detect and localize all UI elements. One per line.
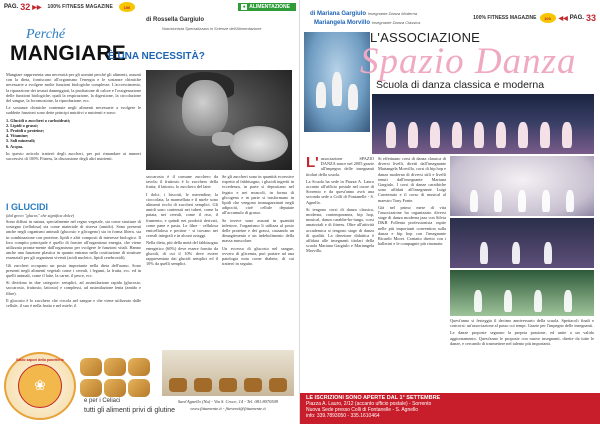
list-item: 5. Sali minerali; bbox=[6, 138, 36, 144]
headline-rest: È UNA NECESSITÀ? bbox=[108, 51, 205, 62]
article-paragraph: Se invece sono assunti in quantità inferiore, l'organismo li utilizza al posto delle proteine e dei grassi, causando un dimagrimento e un indebolimento della massa muscolare. bbox=[222, 217, 294, 244]
page-title: Spazio Danza bbox=[360, 41, 577, 82]
dancer-shape bbox=[408, 122, 418, 148]
left-page-number bbox=[0, 2, 41, 12]
article-column-3 bbox=[450, 318, 594, 348]
dancer-shape bbox=[518, 190, 526, 212]
celiac-line-2: tutti gli alimenti privi di glutine bbox=[84, 407, 176, 414]
glucidi-column bbox=[6, 219, 141, 310]
author-1-role: Insegnante Danza Moderna bbox=[367, 11, 418, 16]
intro-paragraph: Le sostanze chimiche contenute negli alimenti necessarie a svolgere le suddette funzioni sono dette principi nutritivi o nutrienti e sono: bbox=[6, 105, 141, 116]
celiac-line-1: e per i Celiaci bbox=[84, 398, 121, 404]
drop-cap: L' bbox=[306, 154, 319, 171]
page-label: PAG. bbox=[569, 15, 584, 21]
dancer-shape bbox=[474, 290, 482, 312]
byline-role: Nutrizionista Specializzata in Scienze dell'Alimentazione bbox=[162, 26, 262, 31]
shop-item-shape bbox=[169, 378, 187, 392]
left-page-header bbox=[0, 0, 300, 14]
glucidi-subtitle: (dal greco "glucos" che significa dolce) bbox=[6, 213, 75, 218]
right-page bbox=[300, 0, 600, 424]
magazine-logo-icon: 100 bbox=[119, 2, 135, 12]
article-paragraph: saccarosio è il comune zucchero da tavola; il fruttosio è lo zucchero della frutta; il lattosio, lo zucchero del latte. bbox=[146, 174, 218, 190]
article-paragraph bbox=[306, 156, 374, 177]
author-1 bbox=[310, 11, 417, 17]
dancer-shape bbox=[534, 290, 542, 312]
nutrients-list bbox=[6, 118, 141, 149]
article-paragraph: Quest'anno si festeggia il decimo anniversario della scuola. Spettacoli finali e concorsi: un'associazione al passo coi tempi. Grazie per l'impegno delle insegnanti. bbox=[450, 318, 594, 329]
dancer-shape bbox=[496, 122, 506, 148]
intro-paragraph: Mangiare rappresenta una necessità per gli uomini perché gli alimenti, assunti con la dieta, forniscono all'organismo l'energia e le sostanze chimiche necessarie a svolgere molte funzioni biologiche complesse. L'accrescimento, la riparazione dei tessuti danneggiati, la produzione di calore e l'ossigenazione delle funzioni biologiche, quali la respirazione, la digestione, la circolazione del sangue, la locomozione, la riproduzione, ecc. bbox=[6, 72, 141, 104]
article-paragraph: I dolci, i biscotti, le merendine, la cioccolata, la marmellata e il miele sono alimenti ricchi di zuccheri semplici. Gli amidi sono contenuti nei tuberi, come la patata, nei cereali, come il riso, il frumento, e quindi nei prodotti derivati, come pane e pasta. Le fibre - cellulosa emicellulosa e pectine - si trovano nei cereali integrali e in alcuni ortaggi. bbox=[146, 191, 218, 239]
arrow-icon: ◀◀ bbox=[558, 15, 568, 22]
child-eating-photo bbox=[146, 70, 292, 170]
page-subtitle: Scuola di danza classica e moderna bbox=[376, 79, 545, 91]
seal-text: Saldo sapori della panetteria bbox=[16, 358, 64, 362]
dancer-shape bbox=[518, 122, 528, 148]
bread-shape bbox=[104, 358, 126, 376]
dance-photo-b bbox=[450, 218, 594, 268]
dancer-shape bbox=[474, 122, 484, 148]
article-column-2 bbox=[146, 174, 218, 268]
dancer-shape bbox=[544, 242, 552, 264]
bread-products-image bbox=[80, 358, 150, 398]
dancer-shape bbox=[562, 122, 572, 148]
magazine-name: 100% FITNESS MAGAZINE bbox=[47, 4, 113, 10]
byline: di Rossella Gargiulo bbox=[146, 17, 205, 23]
apple-icon: ● bbox=[242, 4, 246, 10]
photo-plate-shape bbox=[230, 126, 288, 162]
dancer-shape bbox=[480, 242, 488, 264]
banner-address: Piazza A. Lauro, 2/12 (accanto ufficio postale) - Sorrento bbox=[306, 401, 432, 407]
author-2 bbox=[314, 20, 420, 26]
dance-photo-a bbox=[450, 156, 594, 216]
shop-photo bbox=[162, 350, 294, 396]
glucidi-paragraph: Si dividono in due categorie: semplici, ad assimilazione rapida (glucosio, saccarosio, fruttosio, lattosio) e complessi, ad assimilazione lenta (amido e fibre). bbox=[6, 280, 141, 296]
dance-performance-photo bbox=[372, 94, 594, 154]
bread-shape bbox=[128, 358, 150, 376]
bread-shape bbox=[80, 379, 102, 397]
right-page-header bbox=[473, 13, 596, 23]
photo-hand-shape bbox=[212, 132, 234, 146]
dancer-shape bbox=[542, 190, 550, 212]
wheat-icon: ❀ bbox=[18, 364, 62, 408]
dancer-shape bbox=[348, 84, 358, 110]
glucidi-paragraph: Sono diffusi in natura, specialmente nel regno vegetale, sia come strutture di sostegno (cellulosa) sia come materiale di riserva (amido). Sono presenti anche negli organismi animali (glucosio e glicogeno) sia in forma libera, sia in combinazione con proteine, lipidi e altri composti di interesse biologico. Il loro compito principale è quello di fornire all'organismo energia, che viene utilizzata pronta-mente dall'organismo per svolgere le funzioni vitali. Hanno anche una funzione plastica in quanto entrano nella costituzione di strutture essenziali per gli organismi viventi (acidi nucleici, lipidi cerebrosidi). bbox=[6, 219, 141, 261]
dancer-shape bbox=[386, 122, 396, 148]
list-item: 6. Acqua. bbox=[6, 143, 24, 149]
banner-contacts: info: 339.7893050 - 335.1610464 bbox=[306, 413, 380, 419]
glucidi-paragraph: Gli zuccheri occupano un posto importante nella dieta dell'uomo. Sono presenti negli alimenti vegetali come i cereali, i legumi, la frutta, ecc. ed in quelli animali, come il latte, la carne, il pesce, ecc. bbox=[6, 262, 141, 279]
intro-column bbox=[6, 72, 141, 163]
magazine-logo-icon: 100 bbox=[540, 13, 556, 23]
headline: MANGIARE bbox=[10, 42, 126, 65]
dancer-shape bbox=[470, 190, 478, 212]
banner-headline: LE ISCRIZIONI SONO APERTE DAL 1° SETTEMBRE bbox=[306, 395, 441, 401]
list-item: 3. Protidi o proteine; bbox=[6, 128, 45, 134]
article-column-3 bbox=[222, 174, 294, 268]
shop-ad bbox=[162, 350, 294, 416]
article-paragraph: Già nel primo mese di vita l'associazione ha organizzato diversi stage di danza moderna jazz con Silvia D&B Follenta professionista ospite nelle più importanti convention sulla danza e hip hop con l'insegnante Ricardo Moret. Contatto diretto con i ballerini e le compagnie più rinomate. bbox=[378, 204, 446, 247]
glucidi-paragraph: Il glucosio è lo zucchero che circola nel sangue e che viene utilizzato dalle cellule, il suo è nella frutta e nel miele; il bbox=[6, 297, 141, 309]
article-paragraph: Si effettuano corsi di danza classica di diversi livelli, diretti dall'insegnante Mariangela Morvillo, corsi di hip hop e danza moderna di diversi stili e livelli tenuti dall'insegnante Mariana Gargiulo. I corsi di danze caraibiche sono affidati all'insegnante Luigi Carotenuto e il corso di musical al maestro Tony Fonte. bbox=[378, 156, 446, 203]
bread-shape bbox=[128, 379, 150, 397]
page-label: PAG. bbox=[4, 4, 19, 10]
dancer-shape bbox=[512, 242, 520, 264]
author-2-name: Mariangela Morvillo bbox=[314, 20, 371, 26]
dancer-shape bbox=[316, 82, 326, 108]
enrollment-banner bbox=[300, 393, 600, 424]
dancer-shape bbox=[564, 290, 572, 312]
right-page-number bbox=[559, 13, 596, 23]
article-text: associazione SPAZIO DANZA nasce nel 2005 grazie all'impegno delle insegnanti titolari della scuola. bbox=[306, 156, 374, 177]
article-paragraph: Le danze proposte seguono la propria passione, ed unite a un valido aggiornamento. Quest'anno le proposte con nuove insegnanti, dirette da tutte le danze, e cercando di trasmettere nel talento più importanti. bbox=[450, 330, 594, 346]
dance-photo-c bbox=[450, 270, 594, 316]
bakery-seal-logo bbox=[4, 352, 76, 420]
dancer-shape bbox=[332, 72, 342, 106]
arrow-icon: ▶▶ bbox=[32, 4, 42, 11]
intro-end-paragraph: In questo articolo tratterò degli zuccheri, per poi rimandare ai numeri successivi di 100% Fitness, la discussione degli altri nutrienti. bbox=[6, 150, 141, 162]
banner-second-site: Nuova Sede presso Colli di Fontanelle - S. Agnello bbox=[306, 407, 419, 413]
association-label: L'ASSOCIAZIONE bbox=[370, 30, 481, 45]
list-item: 4. Vitamine; bbox=[6, 133, 29, 139]
shop-website: www.fittamente.it - fiteventi@fittamente.it bbox=[190, 406, 266, 411]
author-2-role: Insegnante Danza Classica bbox=[371, 20, 421, 25]
page-num: 33 bbox=[585, 13, 596, 23]
dancer-shape bbox=[452, 122, 462, 148]
bread-shape bbox=[104, 379, 126, 397]
shop-address: Sant'Agnello (Na) - Via S. Croce, 14 - Tel. 081.8070509 bbox=[177, 399, 279, 404]
dancer-shape bbox=[494, 190, 502, 212]
dancer-shape bbox=[566, 190, 574, 212]
dancer-shape bbox=[504, 290, 512, 312]
shop-item-shape bbox=[269, 378, 287, 392]
magazine-name: 100% FITNESS MAGAZINE bbox=[473, 15, 537, 21]
author-1-name: di Mariana Gargiulo bbox=[310, 11, 367, 17]
shop-item-shape bbox=[244, 378, 262, 392]
article-paragraph: Si tengono corsi di danza classica, moderna, contemporanea, hip hop, musical, danza carabbe-bo-tango, corsi amatoriali e di fitness. Oltre all'attività accademica si tengono stage di danza di qualità. La direzione didattica è affidata alle insegnanti titolari della scuola Mariana Gargiulo e Mariangela Morvillo. bbox=[306, 206, 374, 254]
article-paragraph: La Scuola ha sede in Piazza A. Lauro accanto all'ufficio postale nel cuore di Sorrento e da quest'anno avrà una seconda sede a Colli di Fontanelle - S. Agnello. bbox=[306, 178, 374, 205]
page-num: 32 bbox=[20, 2, 31, 12]
dancer-shape bbox=[540, 122, 550, 148]
shop-item-shape bbox=[194, 378, 212, 392]
section-label: ALIMENTAZIONE bbox=[249, 4, 290, 10]
photo-face-shape bbox=[182, 80, 228, 136]
list-item: 1. Glucidi o zuccheri o carboidrati; bbox=[6, 117, 71, 123]
dancer-shape bbox=[430, 122, 440, 148]
list-item: 2. Lipidi o grassi; bbox=[6, 122, 38, 128]
article-column-2 bbox=[378, 156, 446, 248]
shop-item-shape bbox=[219, 378, 237, 392]
bread-shape bbox=[80, 358, 102, 376]
headline-kicker: Perché bbox=[26, 27, 66, 42]
article-column-1 bbox=[306, 156, 374, 256]
glucidi-title: I GLUCIDI bbox=[6, 202, 48, 212]
article-paragraph: Un eccesso di glucosio nel sangue, ovvero di glicemia, può portare ad una patologia nota come diabete, di cui tratterò in seguito. bbox=[222, 245, 294, 267]
article-paragraph: Se gli zuccheri sono in quantità eccessive rispetto al fabbisogno, i glucidi ingeriti in eccedenza, in parte si depositano nel fegato e nei muscoli, in forma di glicogeno e in parte si trasformano in lipidi che vengono immagazzinati negli adipociti, cioè cellule deputate all'accumulo di grasso. bbox=[222, 174, 294, 216]
section-tag bbox=[238, 3, 296, 11]
article-paragraph: Nella dieta, più della metà del fabbisogno energetico (60%) deve essere fornito da glucidi, di cui il 10% deve essere rappresentato dai glucidi semplici ed il 10% da quelli semplici. bbox=[146, 240, 218, 267]
